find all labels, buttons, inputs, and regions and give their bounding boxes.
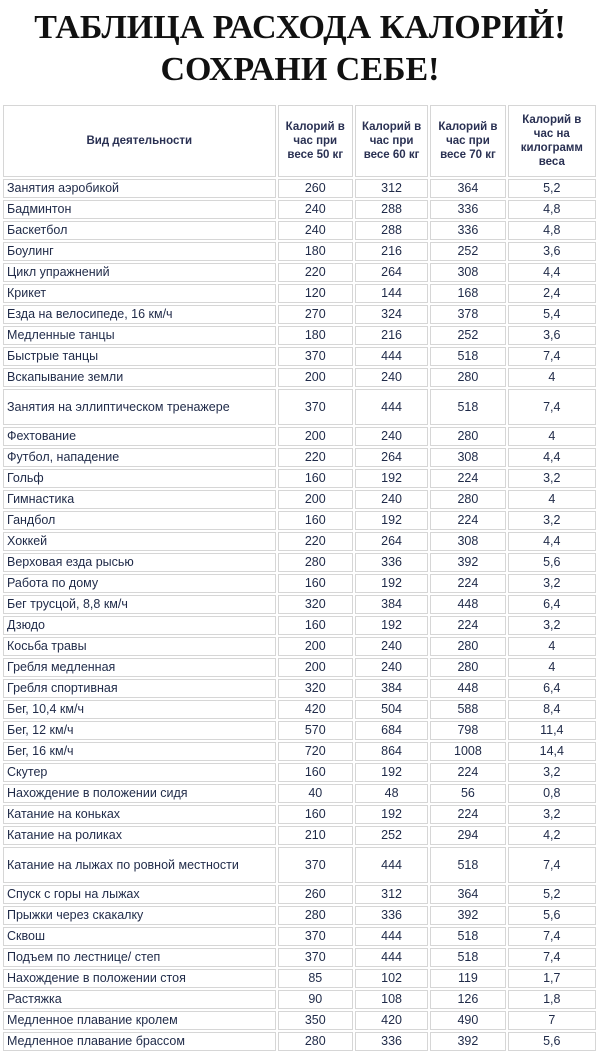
cell-kcal-60kg: 108	[355, 990, 428, 1009]
cell-kcal-70kg: 280	[430, 368, 505, 387]
cell-kcal-60kg: 216	[355, 242, 428, 261]
cell-kcal-70kg: 448	[430, 679, 505, 698]
cell-activity: Езда на велосипеде, 16 км/ч	[3, 305, 276, 324]
cell-kcal-per-kg: 4	[508, 637, 596, 656]
cell-kcal-per-kg: 14,4	[508, 742, 596, 761]
cell-activity: Крикет	[3, 284, 276, 303]
cell-activity: Бег, 16 км/ч	[3, 742, 276, 761]
table-row	[3, 427, 596, 446]
cell-kcal-per-kg: 4	[508, 427, 596, 446]
cell-activity: Медленные танцы	[3, 326, 276, 345]
table-row	[3, 885, 596, 904]
cell-kcal-60kg: 444	[355, 347, 428, 366]
table-row	[3, 200, 596, 219]
cell-activity: Фехтование	[3, 427, 276, 446]
cell-kcal-60kg: 288	[355, 221, 428, 240]
cell-kcal-50kg: 370	[278, 927, 353, 946]
cell-kcal-50kg: 220	[278, 448, 353, 467]
cell-kcal-per-kg: 5,6	[508, 906, 596, 925]
cell-kcal-50kg: 420	[278, 700, 353, 719]
cell-kcal-70kg: 336	[430, 221, 505, 240]
cell-kcal-70kg: 798	[430, 721, 505, 740]
cell-activity: Занятия на эллиптическом тренажере	[3, 389, 276, 425]
cell-kcal-60kg: 264	[355, 263, 428, 282]
cell-kcal-70kg: 448	[430, 595, 505, 614]
cell-kcal-70kg: 392	[430, 906, 505, 925]
cell-kcal-50kg: 280	[278, 1032, 353, 1051]
cell-kcal-per-kg: 3,2	[508, 616, 596, 635]
cell-activity: Катание на коньках	[3, 805, 276, 824]
cell-kcal-70kg: 518	[430, 347, 505, 366]
cell-kcal-per-kg: 7,4	[508, 389, 596, 425]
cell-kcal-50kg: 220	[278, 532, 353, 551]
cell-kcal-50kg: 240	[278, 221, 353, 240]
cell-kcal-70kg: 252	[430, 326, 505, 345]
cell-kcal-60kg: 240	[355, 368, 428, 387]
cell-activity: Гимнастика	[3, 490, 276, 509]
cell-kcal-70kg: 56	[430, 784, 505, 803]
table-row	[3, 784, 596, 803]
cell-activity: Дзюдо	[3, 616, 276, 635]
cell-kcal-60kg: 192	[355, 469, 428, 488]
cell-kcal-50kg: 280	[278, 553, 353, 572]
table-row	[3, 368, 596, 387]
cell-kcal-60kg: 240	[355, 637, 428, 656]
cell-kcal-70kg: 280	[430, 427, 505, 446]
cell-kcal-70kg: 224	[430, 616, 505, 635]
cell-kcal-60kg: 444	[355, 948, 428, 967]
cell-kcal-50kg: 160	[278, 805, 353, 824]
cell-kcal-per-kg: 4,8	[508, 221, 596, 240]
table-row	[3, 389, 596, 425]
table-row	[3, 305, 596, 324]
cell-kcal-per-kg: 4,4	[508, 532, 596, 551]
cell-kcal-60kg: 384	[355, 679, 428, 698]
cell-kcal-60kg: 192	[355, 574, 428, 593]
cell-activity: Гребля спортивная	[3, 679, 276, 698]
cell-kcal-70kg: 252	[430, 242, 505, 261]
cell-kcal-60kg: 192	[355, 763, 428, 782]
header-per-kg: Калорий в час на килограмм веса	[508, 105, 596, 177]
cell-activity: Цикл упражнений	[3, 263, 276, 282]
table-row	[3, 990, 596, 1009]
cell-kcal-50kg: 160	[278, 616, 353, 635]
cell-activity: Косьба травы	[3, 637, 276, 656]
cell-kcal-60kg: 192	[355, 511, 428, 530]
cell-kcal-per-kg: 5,6	[508, 1032, 596, 1051]
cell-kcal-per-kg: 7,4	[508, 347, 596, 366]
cell-activity: Боулинг	[3, 242, 276, 261]
cell-kcal-per-kg: 5,2	[508, 179, 596, 198]
cell-kcal-50kg: 90	[278, 990, 353, 1009]
cell-kcal-per-kg: 4,4	[508, 448, 596, 467]
calorie-table	[1, 103, 598, 1053]
table-row	[3, 805, 596, 824]
cell-kcal-50kg: 210	[278, 826, 353, 845]
cell-kcal-70kg: 224	[430, 574, 505, 593]
table-row	[3, 284, 596, 303]
cell-kcal-70kg: 308	[430, 448, 505, 467]
table-row	[3, 511, 596, 530]
cell-kcal-70kg: 119	[430, 969, 505, 988]
cell-activity: Бег, 12 км/ч	[3, 721, 276, 740]
cell-kcal-60kg: 336	[355, 553, 428, 572]
table-row	[3, 553, 596, 572]
cell-kcal-per-kg: 3,6	[508, 326, 596, 345]
cell-activity: Спуск с горы на лыжах	[3, 885, 276, 904]
cell-kcal-50kg: 200	[278, 368, 353, 387]
cell-activity: Нахождение в положении стоя	[3, 969, 276, 988]
cell-kcal-per-kg: 4,8	[508, 200, 596, 219]
table-header-row	[3, 105, 596, 177]
cell-kcal-per-kg: 4	[508, 658, 596, 677]
cell-activity: Скутер	[3, 763, 276, 782]
cell-kcal-60kg: 240	[355, 658, 428, 677]
cell-activity: Медленное плавание брассом	[3, 1032, 276, 1051]
table-row	[3, 826, 596, 845]
table-row	[3, 700, 596, 719]
cell-kcal-per-kg: 5,6	[508, 553, 596, 572]
cell-kcal-50kg: 320	[278, 679, 353, 698]
cell-kcal-50kg: 220	[278, 263, 353, 282]
cell-kcal-60kg: 240	[355, 490, 428, 509]
cell-activity: Катание на лыжах по ровной местности	[3, 847, 276, 883]
cell-kcal-60kg: 192	[355, 805, 428, 824]
cell-kcal-60kg: 444	[355, 927, 428, 946]
cell-kcal-per-kg: 0,8	[508, 784, 596, 803]
cell-kcal-50kg: 370	[278, 389, 353, 425]
cell-activity: Бег трусцой, 8,8 км/ч	[3, 595, 276, 614]
table-row	[3, 742, 596, 761]
table-row	[3, 847, 596, 883]
header-activity: Вид деятельности	[3, 105, 276, 177]
cell-activity: Баскетбол	[3, 221, 276, 240]
cell-kcal-per-kg: 3,6	[508, 242, 596, 261]
table-row	[3, 326, 596, 345]
table-row	[3, 948, 596, 967]
cell-kcal-60kg: 192	[355, 616, 428, 635]
table-row	[3, 927, 596, 946]
cell-kcal-60kg: 216	[355, 326, 428, 345]
cell-activity: Занятия аэробикой	[3, 179, 276, 198]
cell-kcal-50kg: 200	[278, 658, 353, 677]
cell-kcal-per-kg: 3,2	[508, 574, 596, 593]
table-row	[3, 969, 596, 988]
cell-kcal-70kg: 294	[430, 826, 505, 845]
cell-kcal-50kg: 280	[278, 906, 353, 925]
cell-kcal-per-kg: 4	[508, 490, 596, 509]
cell-kcal-per-kg: 3,2	[508, 511, 596, 530]
cell-kcal-50kg: 160	[278, 763, 353, 782]
cell-kcal-per-kg: 3,2	[508, 469, 596, 488]
header-60kg: Калорий в час при весе 60 кг	[355, 105, 428, 177]
cell-kcal-50kg: 720	[278, 742, 353, 761]
cell-activity: Футбол, нападение	[3, 448, 276, 467]
cell-activity: Катание на роликах	[3, 826, 276, 845]
cell-kcal-60kg: 324	[355, 305, 428, 324]
cell-kcal-per-kg: 4,4	[508, 263, 596, 282]
cell-kcal-50kg: 270	[278, 305, 353, 324]
cell-kcal-60kg: 288	[355, 200, 428, 219]
cell-kcal-70kg: 392	[430, 553, 505, 572]
cell-kcal-60kg: 144	[355, 284, 428, 303]
cell-kcal-70kg: 308	[430, 263, 505, 282]
table-row	[3, 658, 596, 677]
cell-activity: Бадминтон	[3, 200, 276, 219]
cell-kcal-50kg: 40	[278, 784, 353, 803]
cell-kcal-60kg: 336	[355, 906, 428, 925]
cell-kcal-per-kg: 5,4	[508, 305, 596, 324]
cell-activity: Гандбол	[3, 511, 276, 530]
cell-kcal-60kg: 420	[355, 1011, 428, 1030]
cell-activity: Верховая езда рысью	[3, 553, 276, 572]
table-row	[3, 532, 596, 551]
table-row	[3, 1032, 596, 1051]
cell-kcal-70kg: 336	[430, 200, 505, 219]
cell-activity: Быстрые танцы	[3, 347, 276, 366]
cell-kcal-60kg: 336	[355, 1032, 428, 1051]
cell-kcal-50kg: 120	[278, 284, 353, 303]
cell-kcal-50kg: 320	[278, 595, 353, 614]
cell-kcal-50kg: 260	[278, 179, 353, 198]
cell-kcal-50kg: 370	[278, 347, 353, 366]
cell-kcal-70kg: 280	[430, 658, 505, 677]
cell-kcal-60kg: 312	[355, 179, 428, 198]
cell-activity: Медленное плавание кролем	[3, 1011, 276, 1030]
cell-kcal-70kg: 126	[430, 990, 505, 1009]
cell-kcal-50kg: 370	[278, 948, 353, 967]
cell-kcal-70kg: 378	[430, 305, 505, 324]
cell-kcal-60kg: 252	[355, 826, 428, 845]
cell-kcal-50kg: 200	[278, 427, 353, 446]
cell-kcal-60kg: 684	[355, 721, 428, 740]
cell-kcal-per-kg: 11,4	[508, 721, 596, 740]
table-row	[3, 721, 596, 740]
cell-kcal-per-kg: 4	[508, 368, 596, 387]
cell-kcal-per-kg: 3,2	[508, 805, 596, 824]
cell-kcal-70kg: 308	[430, 532, 505, 551]
table-row	[3, 469, 596, 488]
cell-kcal-per-kg: 7,4	[508, 847, 596, 883]
table-body	[3, 179, 596, 1051]
cell-kcal-50kg: 200	[278, 637, 353, 656]
cell-kcal-70kg: 1008	[430, 742, 505, 761]
page-title-line-2: СОХРАНИ СЕБЕ!	[160, 51, 440, 88]
cell-activity: Гольф	[3, 469, 276, 488]
page-title-line-1: ТАБЛИЦА РАСХОДА КАЛОРИЙ!	[34, 9, 566, 46]
cell-kcal-per-kg: 3,2	[508, 763, 596, 782]
cell-activity: Растяжка	[3, 990, 276, 1009]
table-row	[3, 179, 596, 198]
cell-kcal-60kg: 384	[355, 595, 428, 614]
cell-kcal-70kg: 224	[430, 511, 505, 530]
cell-activity: Вскапывание земли	[3, 368, 276, 387]
cell-kcal-60kg: 102	[355, 969, 428, 988]
cell-kcal-50kg: 180	[278, 326, 353, 345]
cell-activity: Нахождение в положении сидя	[3, 784, 276, 803]
table-row	[3, 679, 596, 698]
cell-kcal-60kg: 264	[355, 532, 428, 551]
cell-kcal-per-kg: 1,8	[508, 990, 596, 1009]
cell-kcal-60kg: 504	[355, 700, 428, 719]
cell-kcal-50kg: 240	[278, 200, 353, 219]
table-row	[3, 242, 596, 261]
cell-activity: Сквош	[3, 927, 276, 946]
cell-activity: Хоккей	[3, 532, 276, 551]
table-row	[3, 906, 596, 925]
table-row	[3, 448, 596, 467]
cell-kcal-70kg: 518	[430, 389, 505, 425]
cell-kcal-60kg: 240	[355, 427, 428, 446]
cell-kcal-50kg: 570	[278, 721, 353, 740]
cell-kcal-60kg: 312	[355, 885, 428, 904]
cell-kcal-70kg: 588	[430, 700, 505, 719]
table-row	[3, 263, 596, 282]
table-row	[3, 616, 596, 635]
cell-kcal-70kg: 518	[430, 927, 505, 946]
table-row	[3, 637, 596, 656]
table-row	[3, 347, 596, 366]
cell-kcal-per-kg: 4,2	[508, 826, 596, 845]
cell-kcal-50kg: 180	[278, 242, 353, 261]
cell-activity: Гребля медленная	[3, 658, 276, 677]
cell-kcal-per-kg: 7	[508, 1011, 596, 1030]
cell-activity: Бег, 10,4 км/ч	[3, 700, 276, 719]
cell-kcal-70kg: 364	[430, 179, 505, 198]
cell-kcal-60kg: 264	[355, 448, 428, 467]
cell-kcal-70kg: 392	[430, 1032, 505, 1051]
cell-kcal-per-kg: 6,4	[508, 679, 596, 698]
cell-kcal-50kg: 160	[278, 574, 353, 593]
cell-kcal-per-kg: 8,4	[508, 700, 596, 719]
cell-kcal-70kg: 518	[430, 948, 505, 967]
cell-kcal-70kg: 224	[430, 805, 505, 824]
cell-kcal-50kg: 260	[278, 885, 353, 904]
table-row	[3, 763, 596, 782]
cell-activity: Прыжки через скакалку	[3, 906, 276, 925]
table-row	[3, 595, 596, 614]
cell-kcal-70kg: 364	[430, 885, 505, 904]
cell-kcal-70kg: 518	[430, 847, 505, 883]
header-70kg: Калорий в час при весе 70 кг	[430, 105, 505, 177]
cell-kcal-50kg: 370	[278, 847, 353, 883]
cell-kcal-per-kg: 7,4	[508, 948, 596, 967]
cell-kcal-50kg: 200	[278, 490, 353, 509]
cell-kcal-70kg: 224	[430, 763, 505, 782]
cell-kcal-per-kg: 1,7	[508, 969, 596, 988]
cell-activity: Работа по дому	[3, 574, 276, 593]
cell-kcal-70kg: 280	[430, 490, 505, 509]
table-row	[3, 221, 596, 240]
cell-kcal-60kg: 444	[355, 847, 428, 883]
cell-kcal-50kg: 350	[278, 1011, 353, 1030]
cell-activity: Подъем по лестнице/ степ	[3, 948, 276, 967]
cell-kcal-70kg: 490	[430, 1011, 505, 1030]
cell-kcal-per-kg: 2,4	[508, 284, 596, 303]
cell-kcal-70kg: 280	[430, 637, 505, 656]
cell-kcal-50kg: 160	[278, 469, 353, 488]
cell-kcal-60kg: 48	[355, 784, 428, 803]
table-row	[3, 1011, 596, 1030]
table-row	[3, 490, 596, 509]
cell-kcal-60kg: 864	[355, 742, 428, 761]
header-50kg: Калорий в час при весе 50 кг	[278, 105, 353, 177]
cell-kcal-per-kg: 5,2	[508, 885, 596, 904]
cell-kcal-per-kg: 6,4	[508, 595, 596, 614]
cell-kcal-70kg: 224	[430, 469, 505, 488]
cell-kcal-per-kg: 7,4	[508, 927, 596, 946]
cell-kcal-50kg: 85	[278, 969, 353, 988]
cell-kcal-50kg: 160	[278, 511, 353, 530]
table-row	[3, 574, 596, 593]
cell-kcal-70kg: 168	[430, 284, 505, 303]
cell-kcal-60kg: 444	[355, 389, 428, 425]
